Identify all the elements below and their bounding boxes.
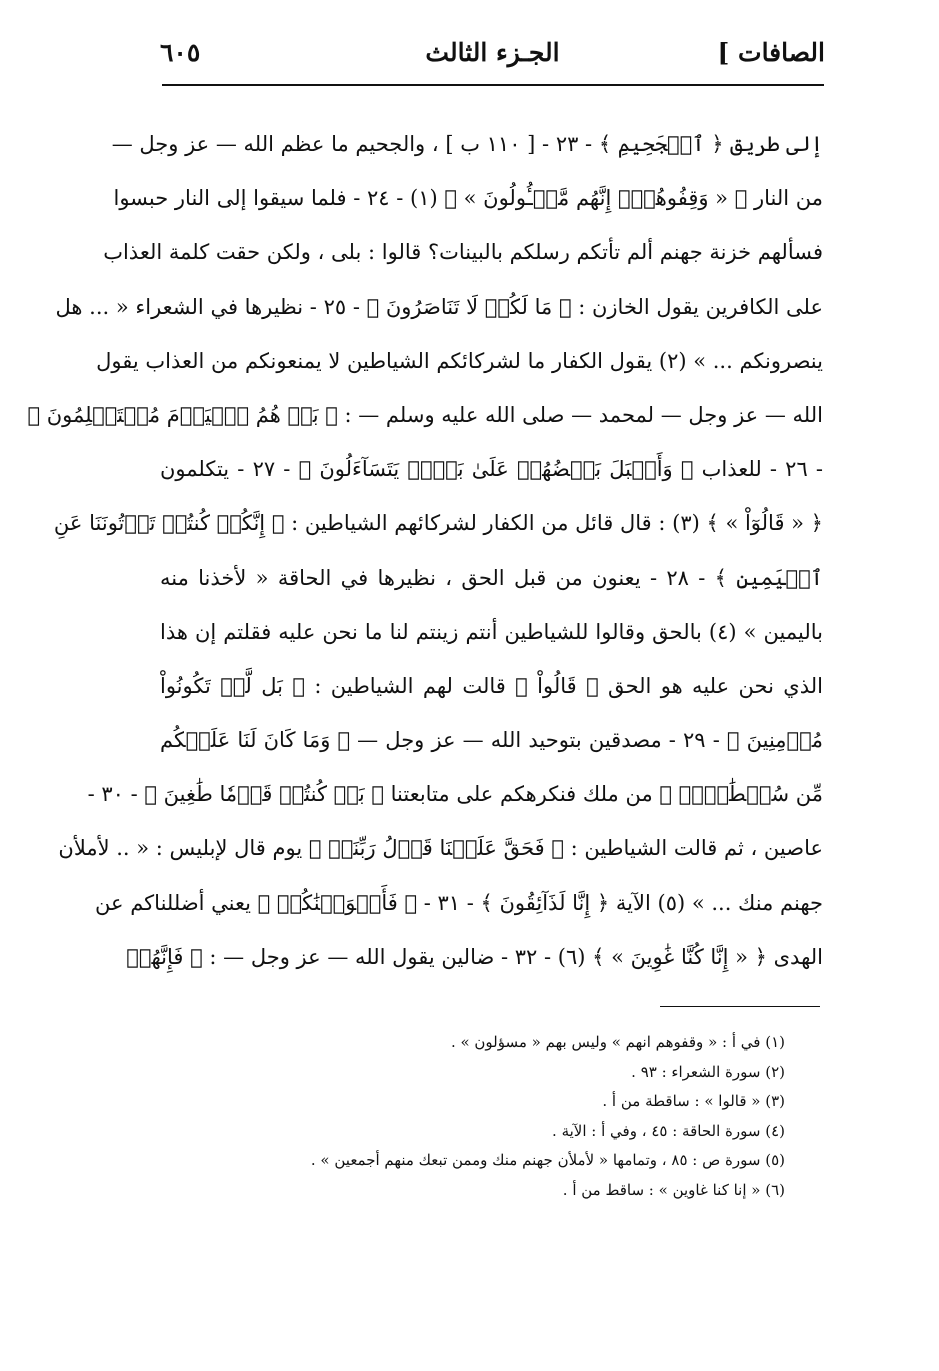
text-line: باليمين » (٤) بالحق وقالوا للشياطين أنتم زينتم لنا ما نحن عليه فقلتم إن هذا [160,619,823,644]
text-line: - ٢٦ - للعذاب ﴿ وَأَقۡبَلَ بَعۡضُهُمۡ عَلَىٰ بَعۡضٖ يَتَسَآءَلُونَ ﴾ - ٢٧ - يتكلمون [160,457,823,482]
text-line: ينصرونكم ... » (٢) يقول الكفار ما لشركائكم الشياطين لا يمنعونكم من العذاب يقول [96,348,823,373]
text-line: مِّن سُلۡطَٰنِۭۖ ﴾ من ملك فنكرهكم على متابعتنا ﴿ بَلۡ كُنتُمۡ قَوۡمٗا طَٰغِينَ ﴾ - ٣٠ - [87,782,823,807]
footnote: (٥) سورة ص : ٨٥ ، وتمامها « لأملأن جهنم منك وممن تبعك منهم أجمعين » . [310,1151,785,1170]
text-line: من النار ﴿ « وَقِفُوهُمۡۖ إِنَّهُم مَّسۡـُٔولُونَ » ﴾ (١) - ٢٤ - فلما سيقوا إلى النار حبسوا [113,186,823,211]
text-line: جهنم منك ... » (٥) الآية ﴿ إِنَّا لَذَآئِقُونَ ﴾ - ٣١ - ﴿ فَأَغۡوَيۡنَٰكُمۡ ﴾ يعني أضللناكم عن [95,890,823,915]
text-line: على الكافرين يقول الخازن : ﴿ مَا لَكُمۡ لَا تَنَاصَرُونَ ﴾ - ٢٥ - نظيرها في الشعراء « ... هل [55,294,823,319]
text-line: ٱلۡيَمِينِ ﴾ - ٢٨ - يعنون من قبل الحق ، نظيرها في الحاقة « لأخذنا منه [160,565,823,590]
page-header [160,30,825,80]
part-title: الجـزء الثالث [425,38,560,67]
main-text [27,117,824,984]
footnotes [220,1028,785,1206]
footnote: (٦) « إنا كنا غاوين » : ساقط من أ . [562,1180,785,1199]
text-line: ﴿ « قَالُوٓاْ » ﴾ (٣) : قال قائل من الكفار لشركائهم الشياطين : ﴿ إِنَّكُمۡ كُنتُمۡ تَأۡتُونَنَا عَنِ [53,511,823,536]
footnote-divider [660,1006,820,1007]
text-line: إلى طريق ﴿ ٱلۡجَحِيمِ ﴾ - ٢٣ - [ ١١٠ ب ] ، والجحيم ما عظم الله — عز وجل — [111,132,823,156]
text-line: الله — عز وجل — لمحمد — صلى الله عليه وسلم — : ﴿ بَلۡ هُمُ ٱلۡيَوۡمَ مُسۡتَسۡلِمُونَ ﴾ [27,402,823,427]
surah-name: الصافات ] [717,38,825,67]
footnote: (٣) « قالوا » : ساقطة من أ . [602,1092,785,1111]
footnote: (١) في أ : « وقفوهم انهم » وليس بهم « مسؤلون » . [450,1033,785,1051]
text-line: فسألهم خزنة جهنم ألم تأتكم رسلكم بالبينات؟ قالوا : بلى ، ولكن حقت كلمة العذاب [103,240,823,265]
page-number: ٦٠٥ [160,38,201,67]
footnote: (٤) سورة الحاقة : ٤٥ ، وفي أ : الآية . [552,1121,785,1140]
header-divider [162,84,824,86]
text-line: الهدى ﴿ « إِنَّا كُنَّا غَٰوِينَ » ﴾ (٦) - ٣٢ - ضالين يقول الله — عز وجل — : ﴿ فَإِنَّهُمۡ [126,944,823,969]
text-line: الذي نحن عليه هو الحق ﴿ قَالُواْ ﴾ قالت لهم الشياطين : ﴿ بَل لَّمۡ تَكُونُواْ [160,673,823,698]
text-line: عاصين ، ثم قالت الشياطين : ﴿ فَحَقَّ عَلَيۡنَا قَوۡلُ رَبِّنَآۖ ﴾ يوم قال لإبليس : « .. لأملأن [58,836,823,861]
text-line: مُؤۡمِنِينَ ﴾ - ٢٩ - مصدقين بتوحيد الله — عز وجل — ﴿ وَمَا كَانَ لَنَا عَلَيۡكُم [160,728,824,753]
footnote: (٢) سورة الشعراء : ٩٣ . [631,1062,785,1081]
